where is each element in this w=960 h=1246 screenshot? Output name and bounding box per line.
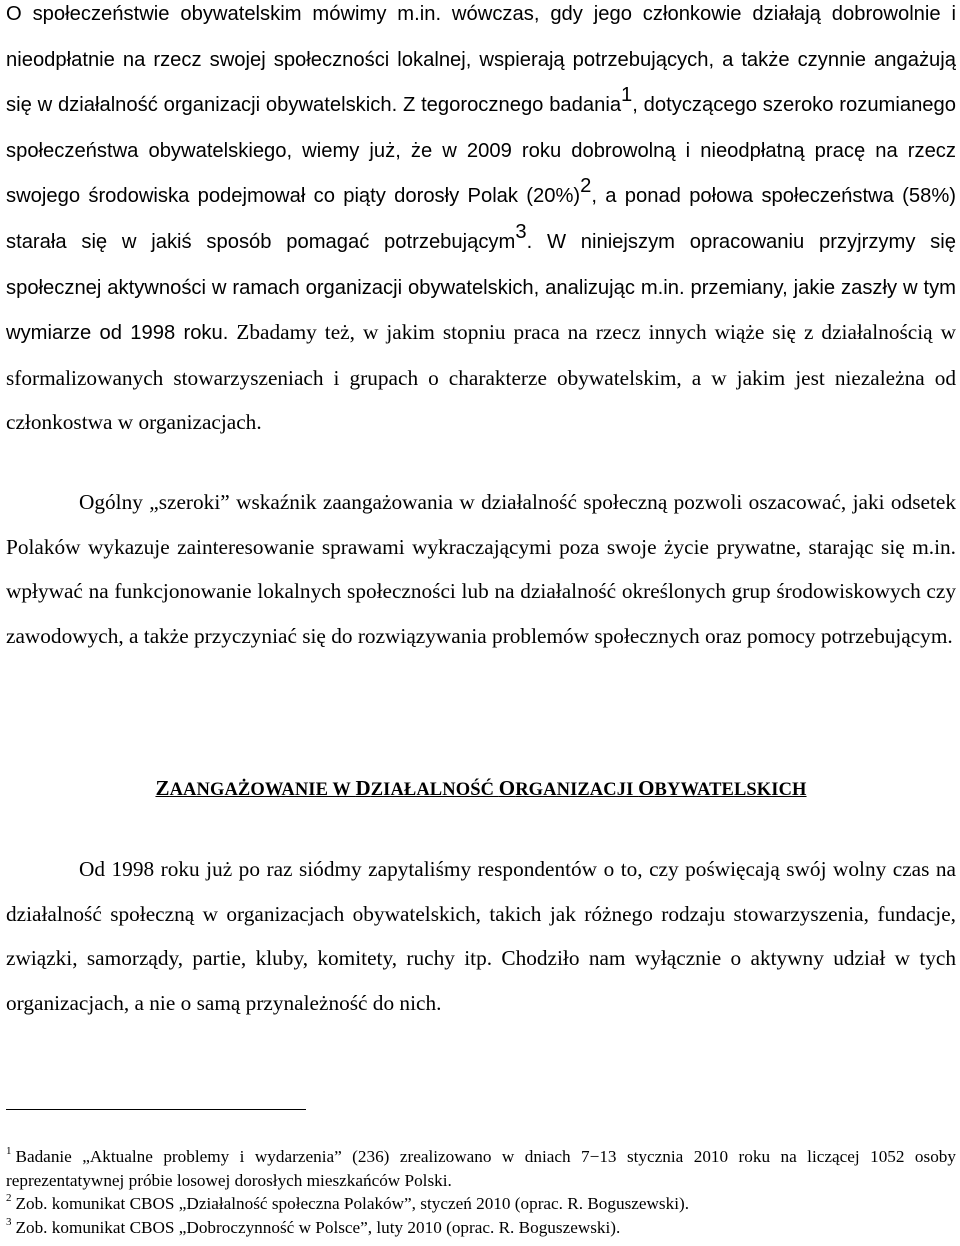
footnote-1 xyxy=(6,1145,956,1192)
footnote-text: Zob. komunikat CBOS „Działalność społeczna Polaków”, styczeń 2010 (oprac. R. Boguszewski). xyxy=(15,1194,690,1213)
footnote-2 xyxy=(6,1192,956,1216)
section-heading: ZAANGAŻOWANIE W DZIAŁALNOŚĆ ORGANIZACJI OBYWATELSKICH xyxy=(155,776,807,800)
footnote-number: 1 xyxy=(6,1145,12,1158)
footnote-ref-3: 3 xyxy=(515,220,527,243)
footnote-number: 2 xyxy=(6,1192,12,1205)
paragraph-intro-part-2: , dotyczącego szeroko rozumianego społeczeństwa obywatelskiego, wiemy już, że w 2009 roku dobrowolną i nieodpłatną pracę na rzecz swojego środowiska podejmował co piąty dorosły Polak (20%) xyxy=(6,94,956,208)
paragraph-indicator: Ogólny „szeroki” wskaźnik zaangażowania w działalność społeczną pozwoli oszacować, jaki odsetek Polaków wykazuje zainteresowanie sprawami wykraczającymi poza swoje życie prywatne, starając się m.in. wpływać na funkcjonowanie lokalnych społeczności lub na działalność określonych grup środowiskowych czy zawodowych, a także przyczyniać się do rozwiązywania problemów społecznych oraz pomocy potrzebującym. xyxy=(6,490,956,648)
footnote-text: Badanie „Aktualne problemy i wydarzenia” (236) zrealizowano w dniach 7−13 stycznia 2010 roku na liczącej 1052 osoby reprezentatywnej próbie losowej dorosłych mieszkańców Polski. xyxy=(6,1147,956,1190)
footnote-ref-2: 2 xyxy=(580,175,592,198)
footnote-number: 3 xyxy=(6,1215,12,1228)
paragraph-intro-part-1: O społeczeństwie obywatelskim mówimy m.in. wówczas, gdy jego członkowie działają dobrowolnie i nieodpłatnie na rzecz swojej społeczności lokalnej, wspierają potrzebujących, a także czynnie angażują się w działalność organizacji obywatelskich. Z tegorocznego badania xyxy=(6,3,956,117)
paragraph-survey: Od 1998 roku już po raz siódmy zapytaliśmy respondentów o to, czy poświęcają swój wolny czas na działalność społeczną w organizacjach obywatelskich, takich jak różnego rodzaju stowarzyszenia, fundacje, związki, samorządy, partie, kluby, komitety, ruchy itp. Chodziło nam wyłącznie o aktywny udział w tych organizacjach, a nie o samą przynależność do nich. xyxy=(6,857,956,1015)
paragraph-intro-part-5: Zbadamy też, w jakim stopniu praca na rzecz innych wiąże się z działalnością w sformalizowanych stowarzyszeniach i grupach o charakterze obywatelskim, a w jakim jest niezależna od członkostwa w organizacjach. xyxy=(6,320,956,435)
paragraph-intro-part-3: , a ponad połowa społeczeństwa (58%) starała się w jakiś sposób pomagać potrzebującym xyxy=(6,185,956,253)
footnote-separator xyxy=(6,1109,306,1110)
paragraph-intro xyxy=(6,0,956,445)
footnote-text: Zob. komunikat CBOS „Dobroczynność w Polsce”, luty 2010 (oprac. R. Boguszewski). xyxy=(15,1217,621,1237)
footnote-ref-1: 1 xyxy=(621,84,633,107)
footnote-3 xyxy=(6,1216,956,1240)
paragraph-intro-part-4: . W niniejszym opracowaniu przyjrzymy się społecznej aktywności w ramach organizacji obywatelskich, analizując m.in. przemiany, jakie zaszły w tym wymiarze od 1998 roku. xyxy=(6,230,956,345)
footnotes xyxy=(6,1145,956,1239)
